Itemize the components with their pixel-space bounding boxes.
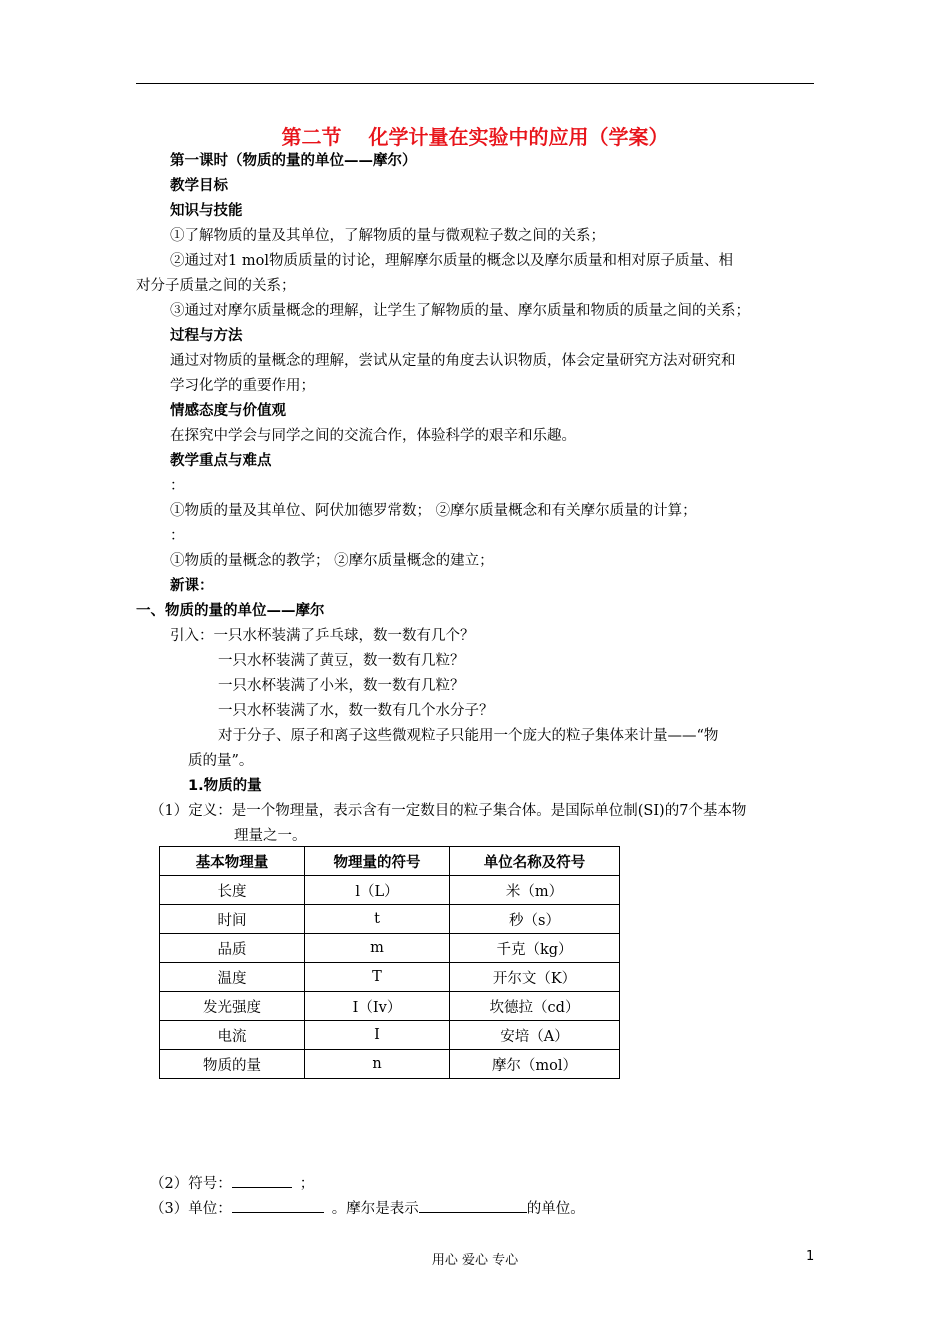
section-heading: 一、物质的量的单位——摩尔 (136, 603, 325, 619)
page-footer: 用心 爱心 专心 (431, 1253, 519, 1268)
definition-line: 理量之一。 (234, 828, 307, 844)
table-cell: t (305, 905, 450, 934)
intro-line: 对于分子、原子和离子这些微观粒子只能用一个庞大的粒子集体来计量——“物 (218, 728, 719, 744)
table-cell: 摩尔（mol） (450, 1050, 620, 1079)
table-cell: 品质 (160, 934, 305, 963)
key-heading: 教学重点与难点 (170, 453, 272, 469)
units-table (159, 846, 620, 1079)
table-cell: 米（m） (450, 876, 620, 905)
table-cell: 坎德拉（cd） (450, 992, 620, 1021)
table-row (160, 992, 620, 1021)
intro-line: 一只水杯装满了水，数一数有几个水分子？ (218, 703, 494, 719)
knowledge-item: ①了解物质的量及其单位，了解物质的量与微观粒子数之间的关系； (170, 228, 605, 244)
table-cell: 时间 (160, 905, 305, 934)
table-row (160, 934, 620, 963)
header-rule (136, 83, 814, 84)
definition-line: （1）定义：是一个物理量，表示含有一定数目的粒子集合体。是国际单位制(SI)的7个基本物 (150, 803, 747, 819)
table-cell: T (305, 963, 450, 992)
question-unit-label: （3）单位： (150, 1201, 232, 1217)
table-cell: 发光强度 (160, 992, 305, 1021)
key-points: ①物质的量及其单位、阿伏加德罗常数； ②摩尔质量概念和有关摩尔质量的计算； (170, 503, 697, 519)
table-cell: 温度 (160, 963, 305, 992)
key-colon: ： (170, 478, 185, 494)
subsection-heading: 1.物质的量 (188, 778, 262, 794)
table-cell: m (305, 934, 450, 963)
unit-meaning-blank[interactable] (419, 1198, 527, 1213)
table-row (160, 905, 620, 934)
table-cell: 千克（kg） (450, 934, 620, 963)
table-row (160, 876, 620, 905)
process-heading: 过程与方法 (170, 328, 243, 344)
table-header-cell: 基本物理量 (160, 847, 305, 876)
intro-line: 一只水杯装满了黄豆，数一数有几粒？ (218, 653, 465, 669)
knowledge-item: ③通过对摩尔质量概念的理解，让学生了解物质的量、摩尔质量和物质的质量之间的关系； (170, 303, 750, 319)
table-cell: I（Iv） (305, 992, 450, 1021)
question-symbol (150, 1173, 314, 1194)
emotion-line: 在探究中学会与同学之间的交流合作，体验科学的艰辛和乐趣。 (170, 428, 576, 444)
knowledge-item: ②通过对1 mol物质质量的讨论，理解摩尔质量的概念以及摩尔质量和相对原子质量、相 (170, 253, 733, 269)
emotion-heading: 情感态度与价值观 (170, 403, 286, 419)
table-cell: I (305, 1021, 450, 1050)
table-cell: 物质的量 (160, 1050, 305, 1079)
lesson-heading: 第一课时（物质的量的单位——摩尔） (170, 153, 417, 169)
table-cell: 秒（s） (450, 905, 620, 934)
difficult-points: ①物质的量概念的教学； ②摩尔质量概念的建立； (170, 553, 494, 569)
process-line: 学习化学的重要作用； (170, 378, 315, 394)
difficult-colon: ： (170, 528, 185, 544)
table-cell: l（L） (305, 876, 450, 905)
knowledge-item: 对分子质量之间的关系； (136, 278, 296, 294)
table-cell: 开尔文（K） (450, 963, 620, 992)
question-symbol-suffix: ； (299, 1176, 315, 1192)
table-cell: 安培（A） (450, 1021, 620, 1050)
table-header-row (160, 847, 620, 876)
table-cell: 电流 (160, 1021, 305, 1050)
process-line: 通过对物质的量概念的理解，尝试从定量的角度去认识物质，体会定量研究方法对研究和 (170, 353, 736, 369)
table-cell: n (305, 1050, 450, 1079)
page-number: 1 (806, 1249, 815, 1264)
intro-line: 一只水杯装满了小米，数一数有几粒？ (218, 678, 465, 694)
page-title: 第二节 化学计量在实验中的应用（学案） (281, 125, 669, 149)
knowledge-heading: 知识与技能 (170, 203, 243, 219)
symbol-blank[interactable] (232, 1173, 292, 1188)
question-unit-middle: 。摩尔是表示 (331, 1201, 419, 1217)
table-row (160, 963, 620, 992)
intro-line: 引入：一只水杯装满了乒乓球，数一数有几个？ (170, 628, 475, 644)
unit-blank[interactable] (232, 1198, 324, 1213)
intro-line: 质的量”。 (188, 753, 254, 769)
question-unit-suffix: 的单位。 (526, 1201, 585, 1217)
table-row (160, 1021, 620, 1050)
new-lesson-heading: 新课： (170, 578, 214, 594)
table-row (160, 1050, 620, 1079)
table-header-cell: 物理量的符号 (305, 847, 450, 876)
table-cell: 长度 (160, 876, 305, 905)
goals-heading: 教学目标 (170, 178, 228, 194)
table-header-cell: 单位名称及符号 (450, 847, 620, 876)
question-symbol-label: （2）符号： (150, 1176, 232, 1192)
question-unit (150, 1198, 585, 1219)
